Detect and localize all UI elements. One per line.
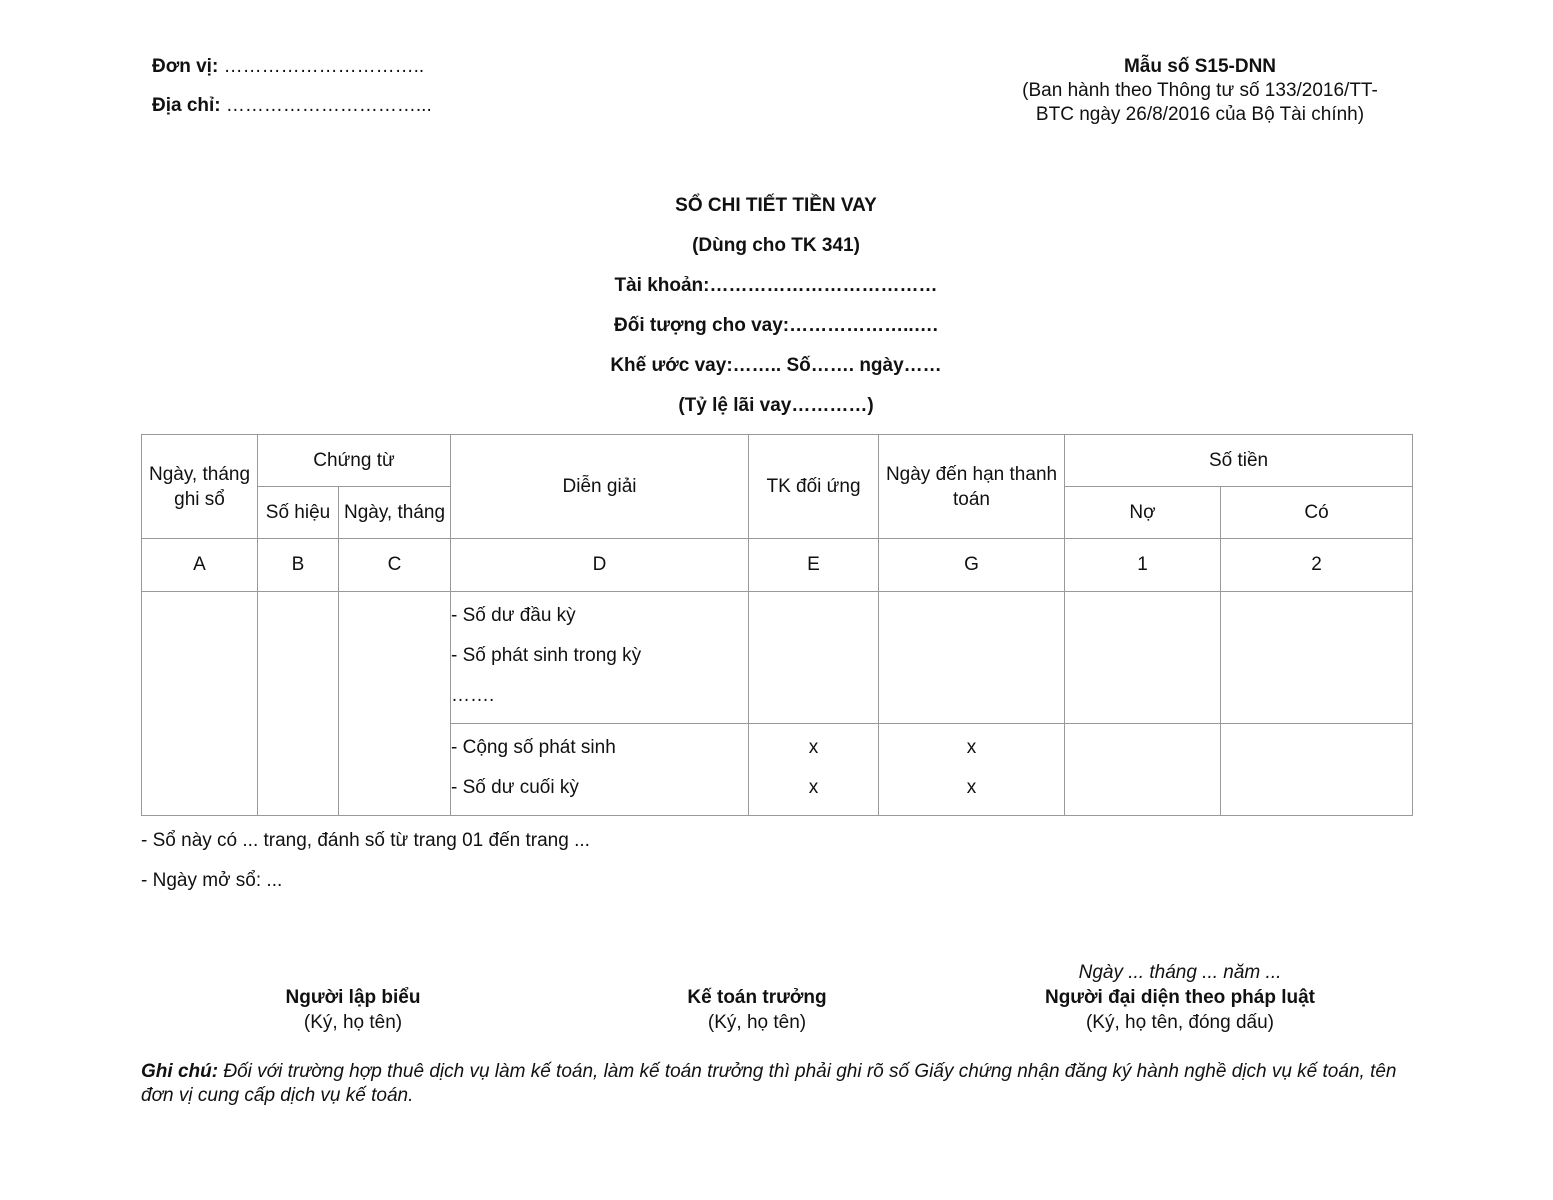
credit-total-cell [1221,724,1413,816]
legal-rep-note: (Ký, họ tên, đóng dấu) [1085,1012,1274,1033]
preparer-note: (Ký, họ tên) [303,1012,403,1033]
total-movement-label: - Cộng số phát sinh [451,737,616,758]
unit-line [152,56,424,78]
header-credit: Có [1221,487,1413,539]
lender-line: Đối tượng cho vay:………………..…. [614,315,938,336]
document-subtitle: (Dùng cho TK 341) [692,235,860,256]
entry-voucher-date-cell [339,592,451,816]
x-mark: x [966,777,977,798]
footnote [141,1060,1421,1108]
interest-rate-line: (Tỷ lệ lãi vay…………) [678,395,874,416]
open-date-note: - Ngày mở sổ: ... [141,870,283,891]
footnote-label: Ghi chú: [141,1061,219,1082]
period-movement-label: - Số phát sinh trong kỳ [451,645,642,666]
legal-rep-signature [1000,960,1360,1035]
unit-label: Đơn vị: [152,56,219,77]
code-cell: D [451,539,749,592]
header-description: Diễn giải [451,435,749,539]
opening-balance-label: - Số dư đầu kỳ [451,605,576,626]
chief-accountant-signature [607,985,907,1035]
header-due-date: Ngày đến hạn thanh toán [879,435,1065,539]
address-label: Địa chỉ: [152,95,221,116]
code-cell: 2 [1221,539,1413,592]
header-amount: Số tiền [1065,435,1413,487]
entry-date-cell [142,592,258,816]
form-code: Mẫu số S15-DNN [1123,56,1277,77]
loan-ledger-table [141,434,1413,816]
address-line [152,95,432,117]
form-info [1000,55,1400,127]
header-counter-account: TK đối ứng [749,435,879,539]
page-count-note: - Sổ này có ... trang, đánh số từ trang 01 đến trang ... [141,830,590,851]
account-line: Tài khoản:……………………………… [614,275,938,296]
x-mark: x [966,737,977,758]
description-cell-bottom [451,724,749,816]
header-voucher-date: Ngày, tháng [339,487,451,539]
code-cell: G [879,539,1065,592]
preparer-signature [203,985,503,1035]
credit-cell [1221,592,1413,724]
description-cell-top [451,592,749,724]
chief-accountant-note: (Ký, họ tên) [707,1012,807,1033]
code-cell: C [339,539,451,592]
issued-line-2: BTC ngày 26/8/2016 của Bộ Tài chính) [1035,104,1365,125]
contract-line: Khế ước vay:…….. Số……. ngày…… [610,355,942,376]
code-cell: E [749,539,879,592]
legal-rep-title: Người đại diện theo pháp luật [1044,987,1316,1008]
debit-cell [1065,592,1221,724]
header-voucher-no: Số hiệu [258,487,339,539]
counter-account-total-cell [749,724,879,816]
header-debit: Nợ [1065,487,1221,539]
code-cell: B [258,539,339,592]
closing-balance-label: - Số dư cuối kỳ [451,777,579,798]
footnote-text: Đối với trường hợp thuê dịch vụ làm kế toán, làm kế toán trưởng thì phải ghi rõ số Giấy chứng nhận đăng ký hành nghề dịch vụ kế toán, tên đơn vị cung cấp dịch vụ kế toán. [141,1061,1397,1106]
due-date-total-cell [879,724,1065,816]
unit-value: ………………………….. [218,56,425,77]
address-value: …………………………... [220,95,432,116]
code-cell: 1 [1065,539,1221,592]
issued-line-1: (Ban hành theo Thông tư số 133/2016/TT- [1022,80,1378,101]
debit-total-cell [1065,724,1221,816]
chief-accountant-title: Kế toán trưởng [687,987,827,1008]
due-date-cell [879,592,1065,724]
document-title: SỔ CHI TIẾT TIỀN VAY [675,195,877,216]
header-date: Ngày, tháng ghi sổ [142,435,258,539]
x-mark: x [808,777,819,798]
x-mark: x [808,737,819,758]
counter-account-cell [749,592,879,724]
header-voucher: Chứng từ [258,435,451,487]
preparer-title: Người lập biểu [285,987,421,1008]
entry-voucher-no-cell [258,592,339,816]
ellipsis-line: ……. [451,685,495,706]
code-cell: A [142,539,258,592]
signature-date-line: Ngày ... tháng ... năm ... [1078,962,1282,983]
